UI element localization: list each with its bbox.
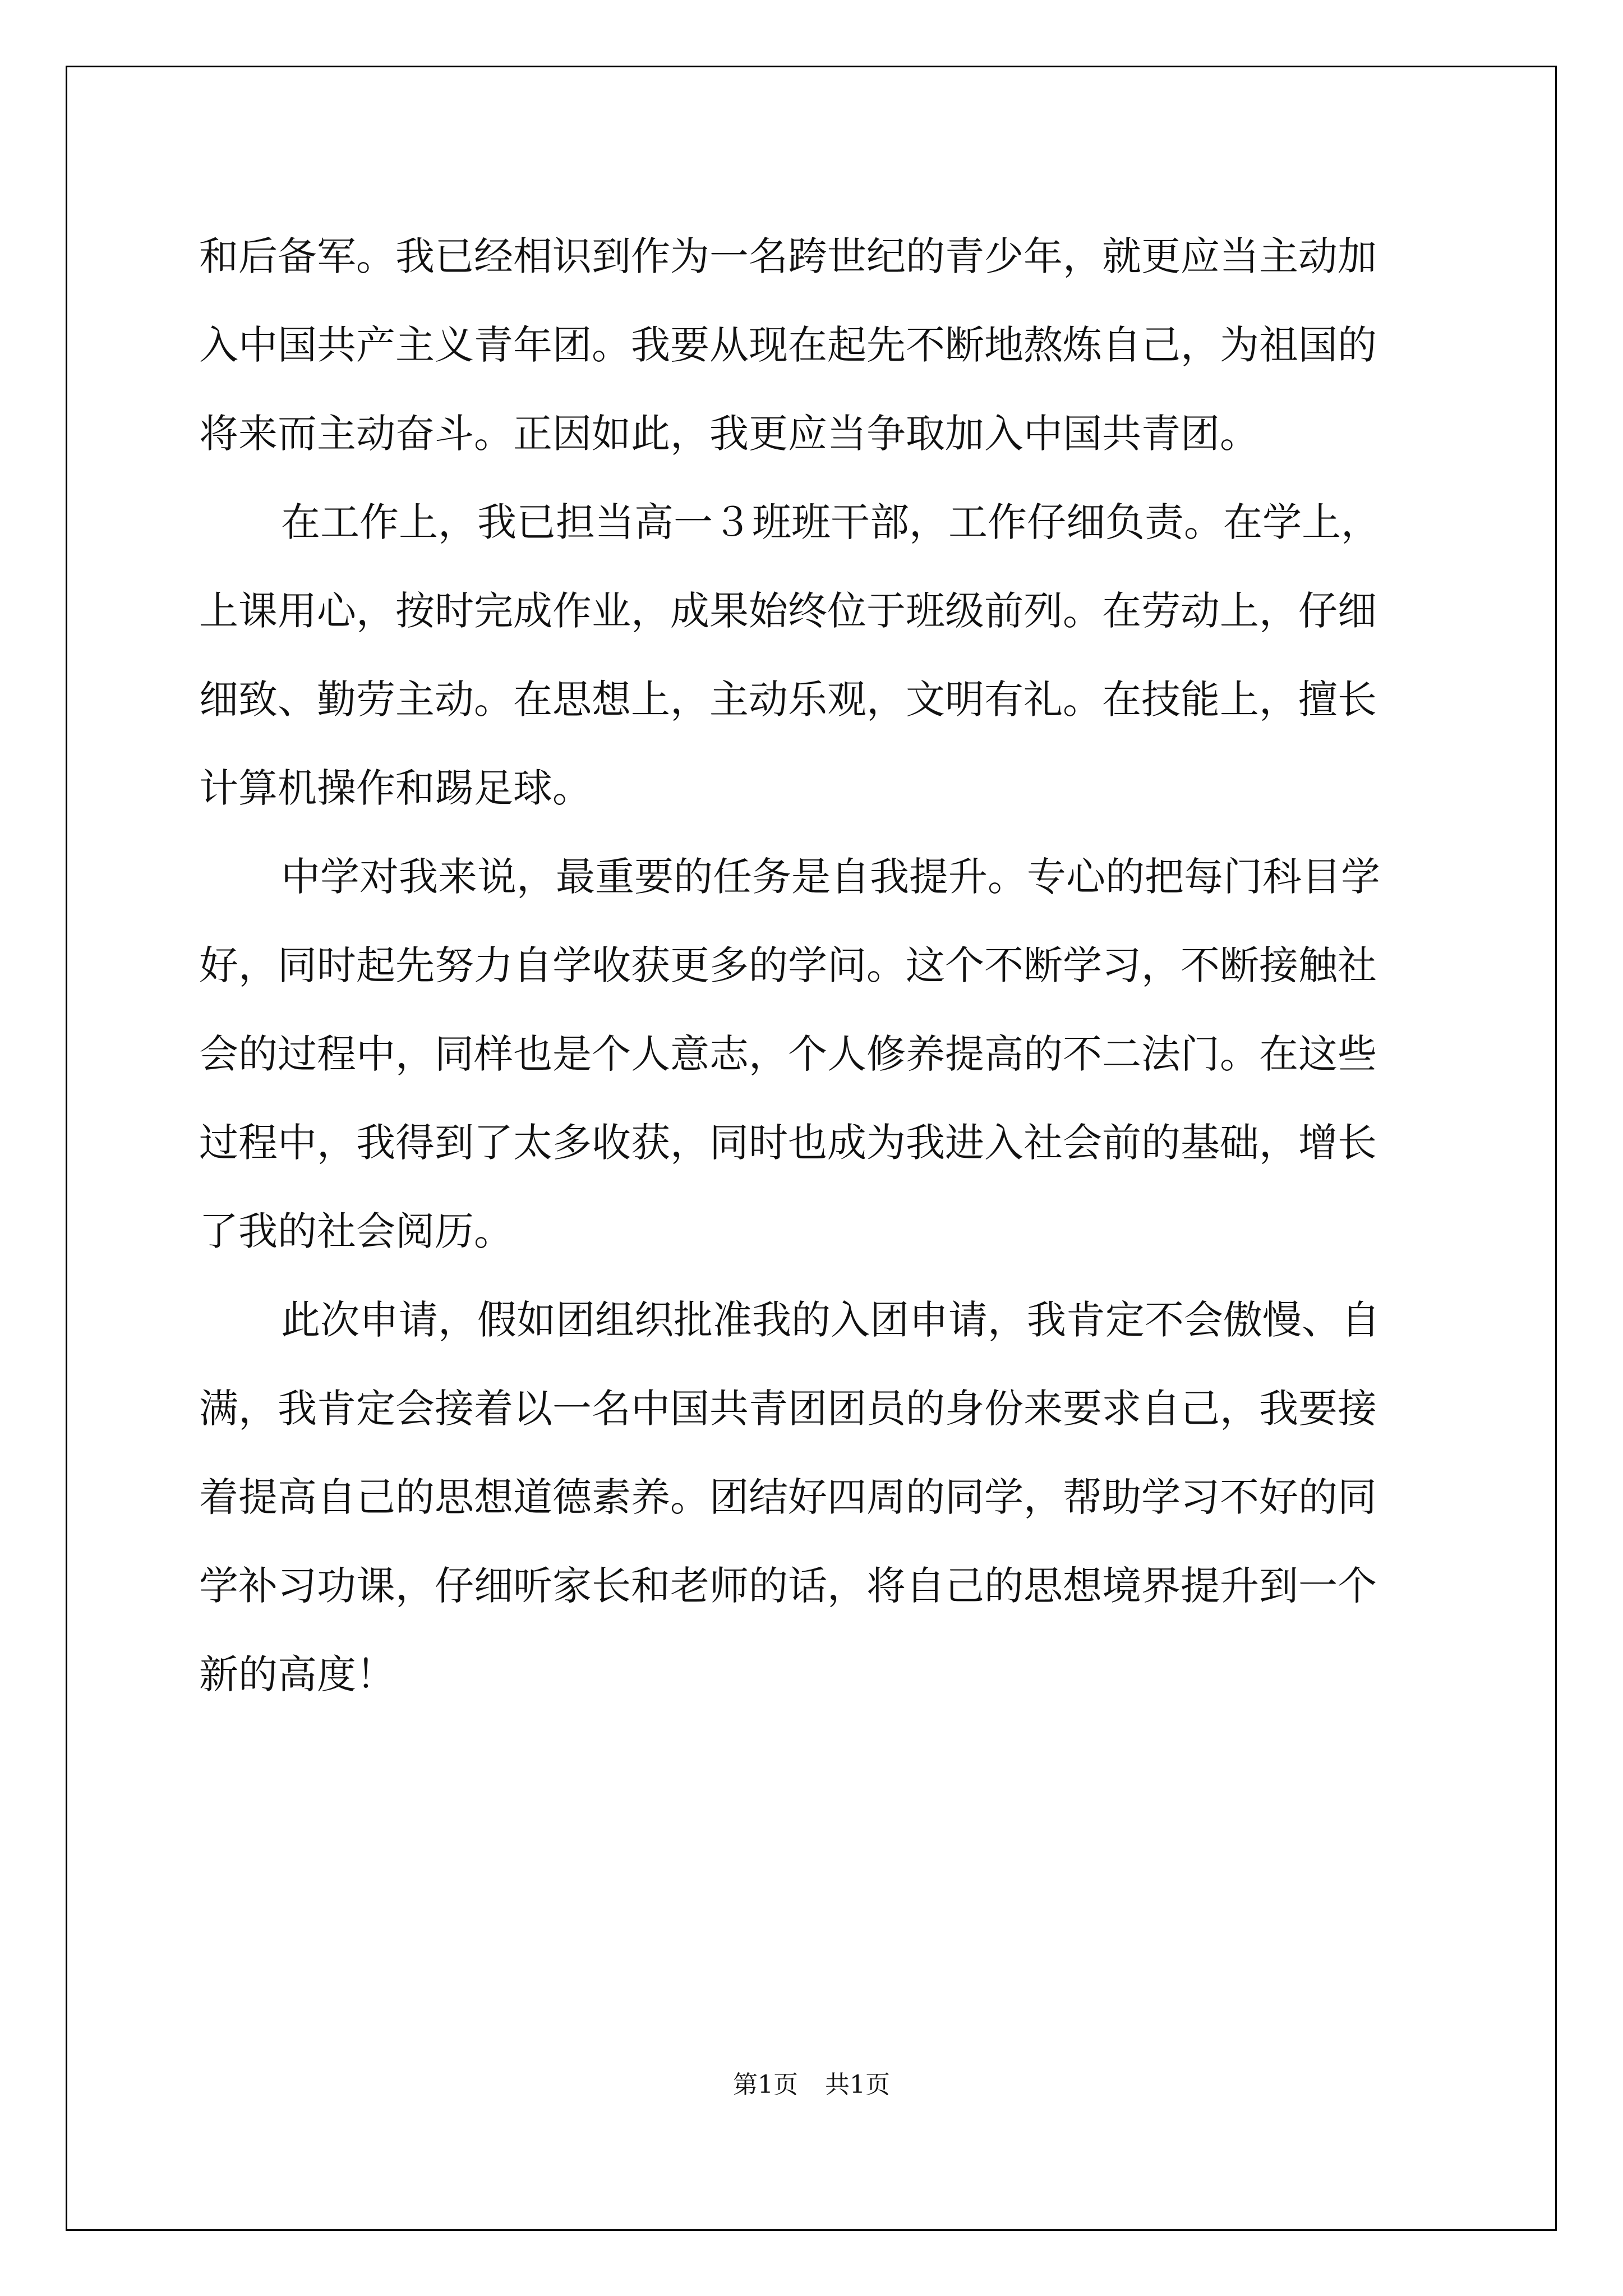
text-line: 计算机操作和踢足球。 — [199, 765, 592, 811]
text-line: 会的过程中，同样也是个人意志，个人修养提高的不二法门。在这些 — [199, 1031, 1377, 1077]
text-line: 在工作上，我已担当高一３班班干部，工作仔细负责。在学上， — [281, 499, 1380, 545]
text-line: 上课用心，按时完成作业，成果始终位于班级前列。在劳动上，仔细 — [199, 588, 1377, 634]
paragraph-1 — [199, 212, 1431, 478]
text-line: 和后备军。我已经相识到作为一名跨世纪的青少年，就更应当主动加 — [199, 233, 1377, 279]
text-line: 中学对我来说，最重要的任务是自我提升。专心的把每门科目学 — [281, 854, 1380, 900]
text-line: 此次申请，假如团组织批准我的入团申请，我肯定不会傲慢、自 — [281, 1297, 1380, 1343]
text-line: 好，同时起先努力自学收获更多的学问。这个不断学习，不断接触社 — [199, 942, 1377, 988]
text-line: 着提高自己的思想道德素养。团结好四周的同学，帮助学习不好的同 — [199, 1474, 1377, 1520]
text-line: 学补习功课，仔细听家长和老师的话，将自己的思想境界提升到一个 — [199, 1563, 1377, 1609]
text-line: 了我的社会阅历。 — [199, 1208, 513, 1254]
text-line: 细致、勤劳主动。在思想上，主动乐观，文明有礼。在技能上，擅长 — [199, 677, 1377, 723]
paragraph-4 — [199, 1276, 1431, 1719]
page-total: 共1页 — [825, 2070, 890, 2099]
page-number: 第1页 — [733, 2070, 798, 2099]
text-line: 新的高度！ — [199, 1651, 395, 1697]
text-line: 过程中，我得到了太多收获，同时也成为我进入社会前的基础，增长 — [199, 1120, 1377, 1166]
text-line: 入中国共产主义青年团。我要从现在起先不断地熬炼自己，为祖国的 — [199, 322, 1377, 368]
document-body — [199, 212, 1431, 1719]
paragraph-3 — [199, 832, 1431, 1276]
text-line: 将来而主动奋斗。正因如此，我更应当争取加入中国共青团。 — [199, 411, 1259, 457]
page-footer — [0, 2064, 1623, 2100]
text-line: 满，我肯定会接着以一名中国共青团团员的身份来要求自己，我要接 — [199, 1386, 1377, 1432]
paragraph-2 — [199, 478, 1431, 832]
